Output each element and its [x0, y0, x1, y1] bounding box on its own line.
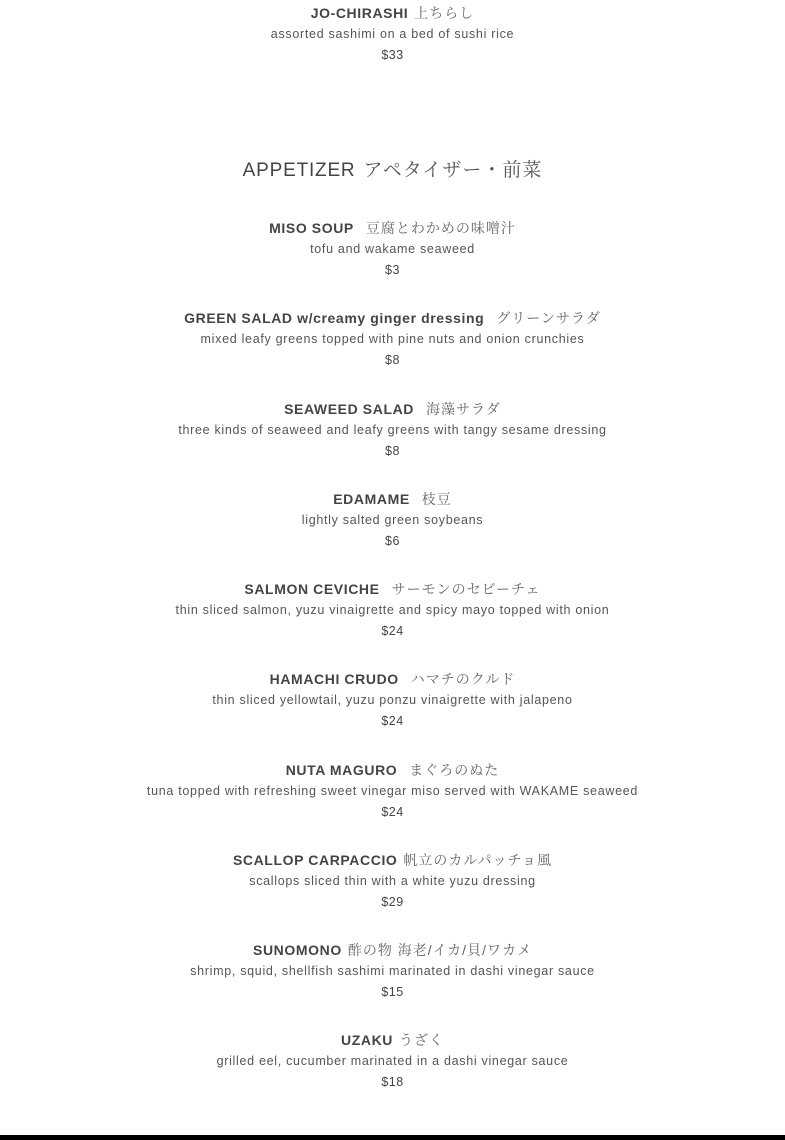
menu-item-price: $8 [385, 444, 400, 458]
menu-item-japanese-name: 枝豆 [421, 491, 452, 507]
menu-item-description: thin sliced salmon, yuzu vinaigrette and spicy mayo topped with onion [175, 603, 610, 617]
menu-item-salmon-ceviche [0, 579, 785, 641]
menu-item-title [0, 3, 785, 23]
menu-item-edamame [0, 489, 785, 551]
section-heading-appetizer [0, 158, 785, 184]
section-title: APPETIZER [242, 160, 356, 181]
menu-item-uzaku [0, 1030, 785, 1092]
menu-item-description: tofu and wakame seaweed [310, 242, 475, 256]
menu-item-hamachi-crudo [0, 669, 785, 731]
menu-item-name: SEAWEED SALAD [284, 401, 415, 417]
menu-item-price: $24 [381, 805, 404, 819]
menu-item-title [0, 308, 785, 328]
menu-item-sunomono [0, 940, 785, 1002]
menu-item-title [0, 489, 785, 509]
menu-item-price: $6 [385, 534, 400, 548]
menu-item-description: scallops sliced thin with a white yuzu dressing [249, 874, 536, 888]
menu-item-nuta-maguro [0, 760, 785, 822]
menu-item-seaweed-salad [0, 399, 785, 461]
menu-item-japanese-name: 海藻サラダ [426, 401, 501, 417]
menu-item-japanese-name: ハマチのクルド [410, 671, 516, 687]
menu-item-price: $33 [381, 48, 404, 62]
menu-item-title [0, 940, 785, 960]
menu-item-description: tuna topped with refreshing sweet vinegar miso served with WAKAME seaweed [146, 784, 639, 798]
menu-item-japanese-name: うざく [399, 1032, 444, 1048]
menu-item-japanese-name: まぐろのぬた [409, 762, 500, 778]
menu-item-name: HAMACHI CRUDO [269, 671, 399, 687]
menu-item-description: lightly salted green soybeans [301, 513, 484, 527]
menu-item-japanese-name: グリーンサラダ [496, 310, 601, 326]
menu-item-japanese-name: サーモンのセビーチェ [391, 581, 541, 597]
menu-item-scallop-carpaccio [0, 850, 785, 912]
menu-item-description: grilled eel, cucumber marinated in a dashi vinegar sauce [216, 1054, 569, 1068]
menu-item-title [0, 850, 785, 870]
menu-item-name: NUTA MAGURO [285, 762, 398, 778]
menu-item-description: three kinds of seaweed and leafy greens with tangy sesame dressing [178, 423, 607, 437]
menu-item-price: $29 [381, 895, 404, 909]
menu-item-price: $24 [381, 714, 404, 728]
menu-item-name: UZAKU [341, 1032, 393, 1048]
menu-item-green-salad [0, 308, 785, 370]
menu-item-price: $24 [381, 624, 404, 638]
menu-item-name: GREEN SALAD w/creamy ginger dressing [184, 310, 485, 326]
menu-item-description: shrimp, squid, shellfish sashimi marinated in dashi vinegar sauce [190, 964, 595, 978]
menu-item-description: assorted sashimi on a bed of sushi rice [270, 27, 515, 41]
menu-item-jo-chirashi [0, 3, 785, 65]
menu-item-title [0, 579, 785, 599]
menu-item-title [0, 760, 785, 780]
menu-item-japanese-name: 酢の物 海老/イカ/貝/ワカメ [347, 942, 532, 958]
menu-item-description: mixed leafy greens topped with pine nuts and onion crunchies [200, 332, 585, 346]
menu-item-price: $18 [381, 1075, 404, 1089]
menu-item-price: $3 [385, 263, 400, 277]
menu-item-japanese-name: 豆腐とわかめの味噌汁 [365, 220, 516, 236]
menu-item-name: SCALLOP CARPACCIO [232, 852, 398, 868]
footer-divider-bar [0, 1135, 785, 1140]
menu-item-name: JO-CHIRASHI [310, 5, 409, 21]
section-japanese-title: アペタイザー・前菜 [363, 160, 543, 181]
menu-item-japanese-name: 上ちらし [414, 5, 475, 21]
menu-item-japanese-name: 帆立のカルパッチョ風 [403, 852, 553, 868]
menu-item-title [0, 1030, 785, 1050]
menu-item-name: EDAMAME [333, 491, 410, 507]
menu-item-title [0, 399, 785, 419]
menu-item-title [0, 218, 785, 238]
menu-item-price: $8 [385, 353, 400, 367]
menu-item-name: SUNOMONO [253, 942, 342, 958]
menu-item-title [0, 669, 785, 689]
menu-item-price: $15 [381, 985, 404, 999]
menu-item-name: SALMON CEVICHE [244, 581, 380, 597]
menu-item-miso-soup [0, 218, 785, 280]
menu-item-description: thin sliced yellowtail, yuzu ponzu vinaigrette with jalapeno [212, 693, 573, 707]
menu-item-name: MISO SOUP [269, 220, 354, 236]
